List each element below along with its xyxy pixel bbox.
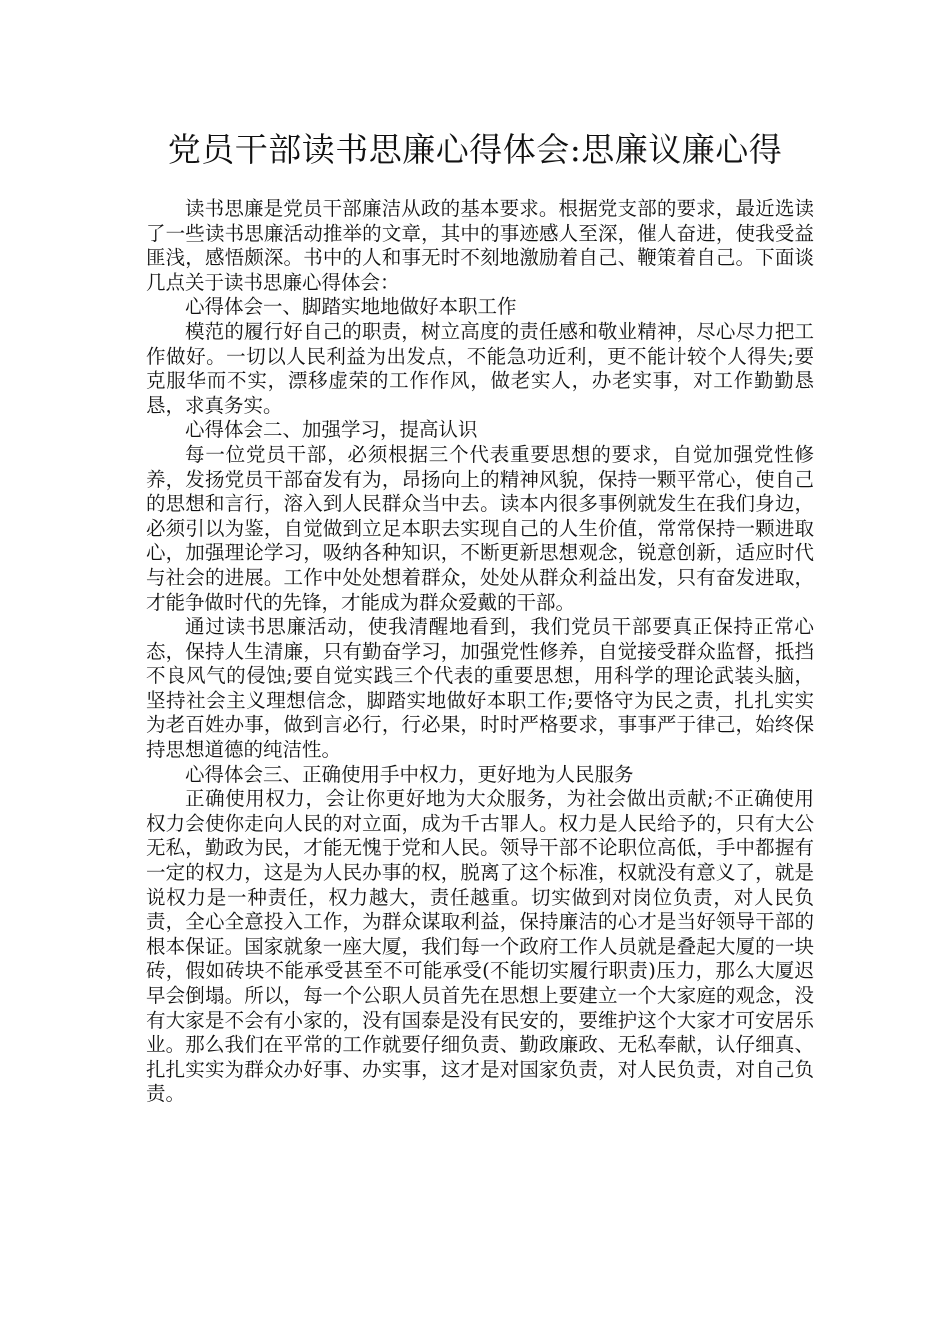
document-title: 党员干部读书思廉心得体会:思廉议廉心得 [167,130,783,169]
section-heading-2: 心得体会二、加强学习，提高认识 [185,418,478,442]
paragraph-section-2a: 每一位党员干部，必须根据三个代表重要思想的要求，自觉加强党性修养，发扬党员干部奋发有为，昂扬向上的精神风貌，保持一颗平常心，使自己的思想和言行，溶入到人民群众当中去。读本内很多事例就发生在我们身边，必须引以为鉴，自觉做到立足本职去实现自己的人生价值，常常保持一颗进取心，加强理论学习，吸纳各种知识，不断更新思想观念，锐意创新，适应时代与社会的进展。工作中处处想着群众，处处从群众利益出发，只有奋发进取，才能争做时代的先锋，才能成为群众爱戴的干部。 [146,442,814,614]
paragraph-section-3: 正确使用权力，会让你更好地为大众服务，为社会做出贡献;不正确使用权力会使你走向人民的对立面，成为千古罪人。权力是人民给予的，只有大公无私，勤政为民，才能无愧于党和人民。领导干部不论职位高低，手中都握有一定的权力，这是为人民办事的权，脱离了这个标准，权就没有意义了，就是说权力是一种责任，权力越大，责任越重。切实做到对岗位负责，对人民负责，全心全意投入工作，为群众谋取利益，保持廉洁的心才是当好领导干部的根本保证。国家就象一座大厦，我们每一个政府工作人员就是叠起大厦的一块砖，假如砖块不能承受甚至不可能承受(不能切实履行职责)压力，那么大厦迟早会倒塌。所以，每一个公职人员首先在思想上要建立一个大家庭的观念，没有大家是不会有小家的，没有国泰是没有民安的，要维护这个大家才可安居乐业。那么我们在平常的工作就要仔细负责、勤政廉政、无私奉献，认仔细真、扎扎实实为群众办好事、办实事，这才是对国家负责，对人民负责，对自己负责。 [146,787,814,1106]
section-heading-1: 心得体会一、脚踏实地地做好本职工作 [185,295,517,319]
paragraph-section-2b: 通过读书思廉活动，使我清醒地看到，我们党员干部要真正保持正常心态，保持人生清廉，只有勤奋学习，加强党性修养，自觉接受群众监督，抵挡不良风气的侵蚀;要自觉实践三个代表的重要思想，用科学的理论武装头脑，坚持社会主义理想信念，脚踏实地做好本职工作;要恪守为民之责，扎扎实实为老百姓办事，做到言必行，行必果，时时严格要求，事事严于律己，始终保持思想道德的纯洁性。 [146,615,814,762]
paragraph-section-1: 模范的履行好自己的职责，树立高度的责任感和敬业精神，尽心尽力把工作做好。一切以人民利益为出发点，不能急功近利，更不能计较个人得失;要克服华而不实，漂移虚荣的工作作风，做老实人，办老实事，对工作勤勤恳恳，求真务实。 [146,319,814,417]
document-body [146,197,814,1107]
paragraph-intro: 读书思廉是党员干部廉洁从政的基本要求。根据党支部的要求，最近选读了一些读书思廉活动推举的文章，其中的事迹感人至深，催人奋进，使我受益匪浅，感悟颇深。书中的人和事无时不刻地激励着自己、鞭策着自己。下面谈几点关于读书思廉心得体会： [146,197,814,294]
section-heading-3: 心得体会三、正确使用手中权力，更好地为人民服务 [185,762,634,786]
